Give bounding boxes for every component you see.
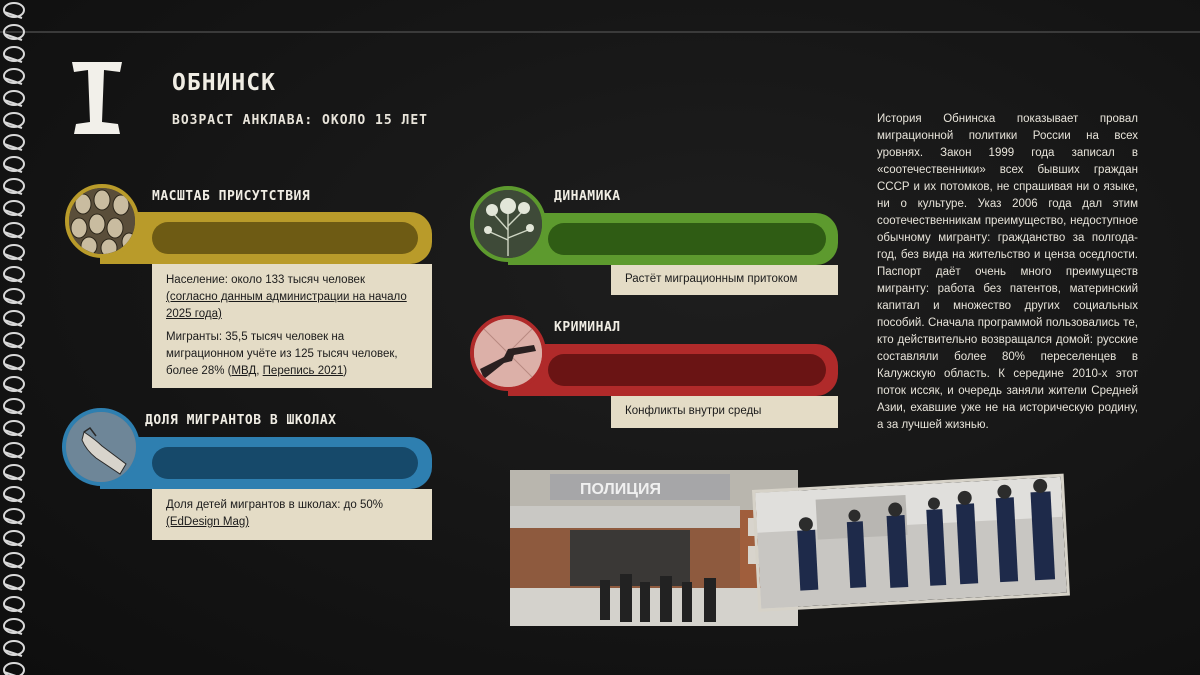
crime-info-card [611,396,838,428]
crowd-faces-image [65,184,139,258]
crime-title: КРИМИНАЛ [554,320,621,335]
paren-close-text: ) [343,365,348,377]
top-divider [0,31,1200,33]
schools-info-card [152,489,432,540]
migrants-text: Мигранты: 35,5 тысяч человек на миграционном учёте из 125 тысяч человек, более 28% ( [166,331,398,377]
schools-title: ДОЛЯ МИГРАНТОВ В ШКОЛАХ [145,413,337,428]
population-text: Население: около 133 тысяч человек [166,274,365,286]
dynamics-text: Растёт миграционным притоком [625,273,798,285]
scale-title: МАСШТАБ ПРИСУТСТВИЯ [152,189,311,204]
crime-bar [508,344,838,396]
police-sign-text: ПОЛИЦИЯ [580,481,661,498]
admin-source-link[interactable]: (согласно данным администрации на начало 2025 года) [166,291,407,320]
scale-info-card [152,264,432,388]
spiral-binding [0,0,32,675]
section-numeral [68,58,126,136]
separator-text: , [256,365,263,377]
svg-text:I: I [68,58,69,59]
plant-image [470,186,546,262]
gun-hand-image [470,315,546,391]
eddesign-link[interactable]: (EdDesign Mag) [166,516,250,528]
dynamics-title: ДИНАМИКА [554,189,621,204]
page-title: ОБНИНСК [172,70,276,96]
crowd-fight-photo [752,474,1070,612]
dynamics-info-card [611,265,838,295]
crime-text: Конфликты внутри среды [625,405,762,417]
narrative-text: История Обнинска показывает провал миграционной политики России на всех уровнях. Закон 1999 года записал в «соотечественники» всех бывших граждан СССР и их потомков, не спрашивая ни о языке, ни о культуре. Указ 2006 года дал этим соотечественникам преимущество, недоступное обычному мигранту: гражданство за полгода-год, без вида на жительство и ценза оседлости. Паспорт даёт очень много преимуществ мигранту: работа без патентов, материнский капитал и множество других социальных пособий. Сначала программой пользовались те, кто действительно возвращался домой: русские составляли более 80% переселенцев в Калужскую область. К середине 2010-х этот поток иссяк, и очередь заняли жители Средней Азии, ехавшие уже не на историческую родину, а за лучшей жизнью. [877,113,1138,431]
dynamics-bar [508,213,838,265]
schools-share-text: Доля детей мигрантов в школах: до 50% [166,499,383,511]
census-link[interactable]: Перепись 2021 [262,365,344,377]
hand-image [62,408,140,486]
schools-bar [100,437,432,489]
page-subtitle: ВОЗРАСТ АНКЛАВА: ОКОЛО 15 ЛЕТ [172,113,428,128]
scale-bar [100,212,432,264]
mvd-link[interactable]: МВД [231,365,257,377]
